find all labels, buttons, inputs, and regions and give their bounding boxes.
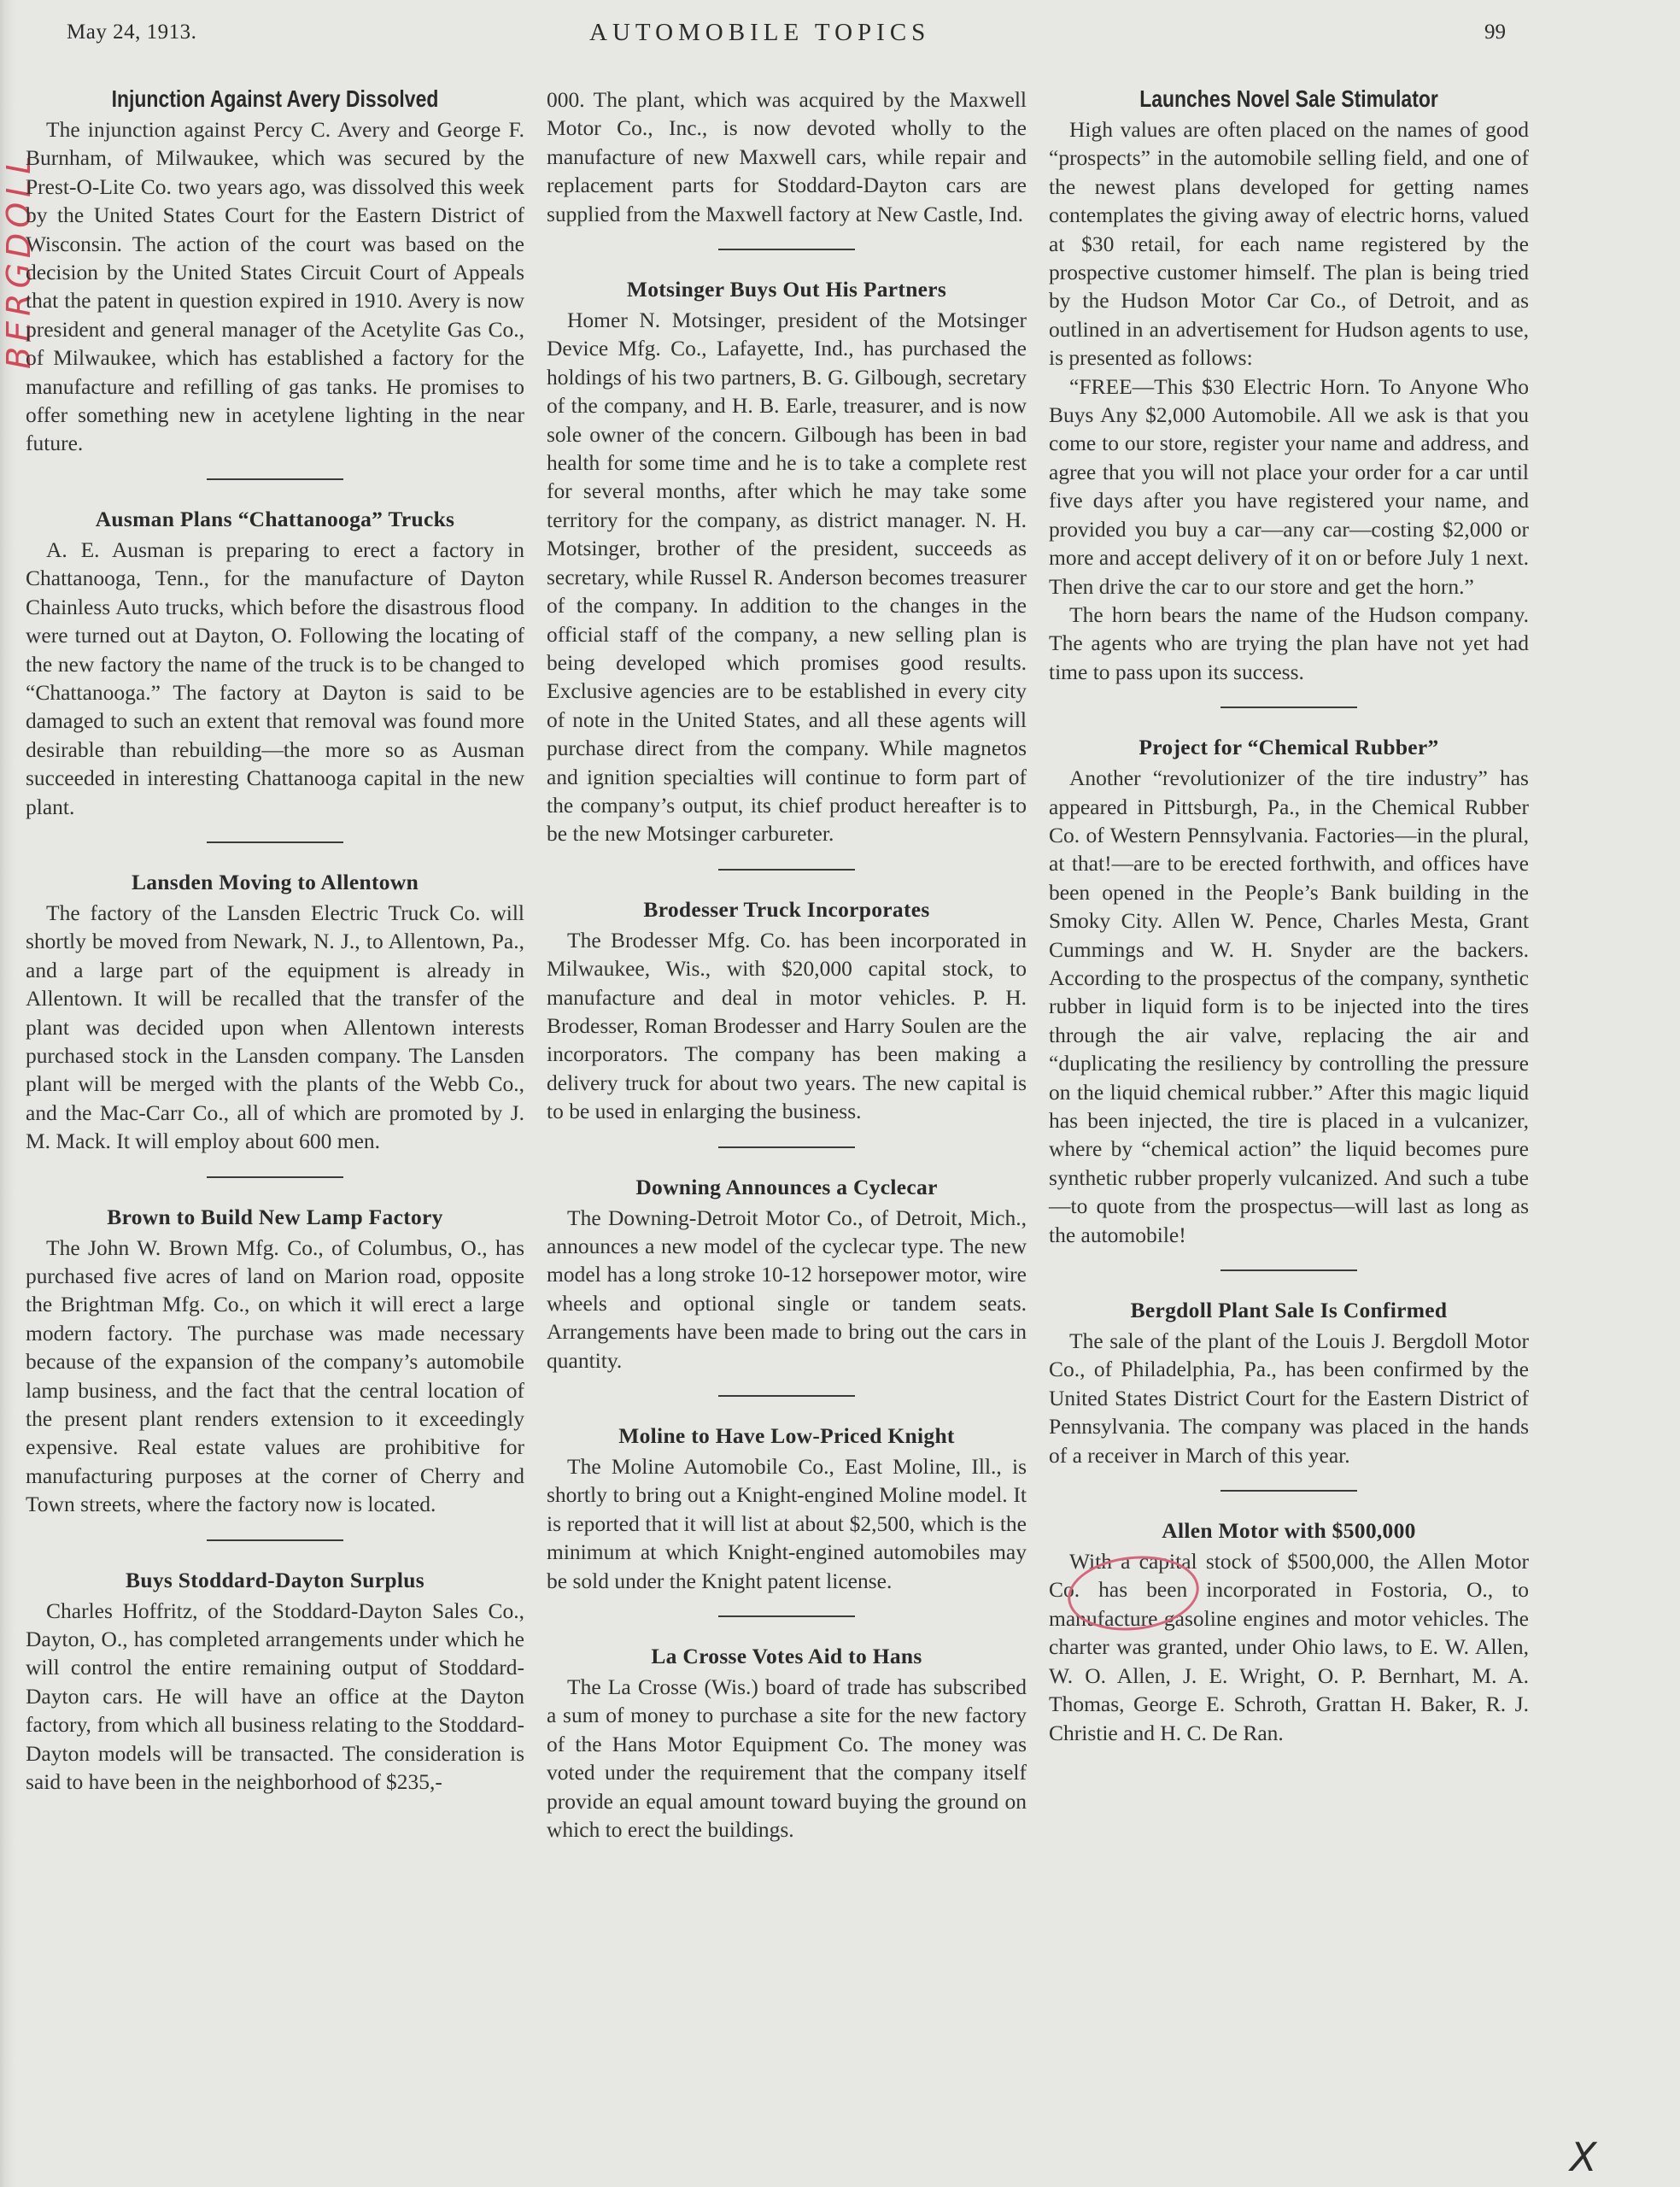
article-headline: Ausman Plans “Chattanooga” Trucks [95, 506, 455, 531]
section-divider [718, 1395, 855, 1397]
issue-date: May 24, 1913. [67, 21, 197, 44]
article-avery-injunction [26, 85, 524, 458]
section-divider [718, 869, 855, 871]
article-paragraph: With a capital stock of $500,000, the Allen Motor Co. has been incorporated in Fostoria, O., to manufacture gasoline engines and motor vehicles. The charter was granted, under Ohio laws, to E. W. Allen, W. O. Allen, J. E. Wright, O. P. Bernhart, M. A. Thomas, George E. Schroth, Grattan H. Baker, R. J. Christie and H. C. De Ran. [1049, 1549, 1529, 1745]
article-headline: Brown to Build New Lamp Factory [107, 1204, 443, 1229]
article-lansden-moving [26, 869, 524, 1156]
section-divider [207, 841, 343, 843]
article-headline: La Crosse Votes Aid to Hans [651, 1644, 922, 1669]
article-paragraph: The injunction against Percy C. Avery and George F. Burnham, of Milwaukee, which was secured by the Prest-O-Lite Co. two years ago, was dissolved this week by the United States Court for the Eastern District of Wisconsin. The action of the court was based on the decision by the United States Circuit Court of Appeals that the patent in question expired in 1910. Avery is now president and general manager of the Acetylite Gas Co., of Milwaukee, which has established a factory for the manufacture and refilling of gas tanks. He promises to offer something new in acetylene lighting in the near future. [26, 117, 524, 456]
article-la-crosse-hans [547, 1643, 1027, 1844]
page-number: 99 [1484, 21, 1506, 44]
article-paragraph: The Moline Automobile Co., East Moline, Ill., is shortly to bring out a Knight-engined Moline model. It is reported that it will list at about $2,500, which is the minimum at which Knight-engined automobiles may be sold under the Knight patent license. [547, 1454, 1027, 1593]
article-downing-cyclecar [547, 1174, 1027, 1375]
article-headline: Project for “Chemical Rubber” [1139, 735, 1439, 760]
article-hudson-sale-stimulator [1049, 85, 1529, 686]
section-divider [718, 1146, 855, 1148]
section-divider [718, 1615, 855, 1617]
article-paragraph: The Downing-Detroit Motor Co., of Detroit, Mich., announces a new model of the cyclecar type. The new model has a long stroke 10-12 horsepower motor, wire wheels and optional single or tandem seats. Arrangements have been made to bring out the cars in quantity. [547, 1205, 1027, 1373]
section-divider [718, 249, 855, 250]
article-headline: Moline to Have Low-Priced Knight [618, 1423, 955, 1449]
article-paragraph: The factory of the Lansden Electric Truck Co. will shortly be moved from Newark, N. J., to Allentown, Pa., and a large part of the equipment is already in Allentown. It will be recalled that the transfer of the plant was decided upon when Allentown interests purchased stock in the Lansden company. The Lansden plant will be merged with the plants of the Webb Co., and the Mac-Carr Co., all of which are promoted by J. M. Mack. It will employ about 600 men. [26, 900, 524, 1154]
section-divider [1220, 1269, 1357, 1271]
article-headline: Launches Novel Sale Stimulator [1139, 85, 1438, 112]
column-1 [26, 85, 524, 1797]
article-paragraph: The Brodesser Mfg. Co. has been incorporated in Milwaukee, Wis., with $20,000 capital stock, to manufacture and deal in motor vehicles. P. H. Brodesser, Roman Brodesser and Harry Soulen are the incorporators. The company has been making a delivery truck for about two years. The new capital is to be used in enlarging the business. [547, 927, 1027, 1124]
margin-note-text: BERGDOLL [0, 150, 38, 369]
section-divider [207, 1176, 343, 1178]
article-headline: Motsinger Buys Out His Partners [626, 277, 947, 302]
running-header [0, 17, 1680, 60]
article-paragraph: The La Crosse (Wis.) board of trade has subscribed a sum of money to purchase a site for the new factory of the Hans Motor Equipment Co. The money was voted under the requirement that the company itself provide an equal amount toward buying the ground on which to erect the buildings. [547, 1674, 1027, 1843]
article-paragraph: The John W. Brown Mfg. Co., of Columbus, O., has purchased five acres of land on Marion road, opposite the Brightman Mfg. Co., on which it will erect a large modern factory. The purchase was made necessary because of the expansion of the company’s automobile lamp business, and the fact that the central location of the present plant renders extension to it exceedingly expensive. Real estate values are prohibitive for manufacturing purposes at the corner of Cherry and Town streets, where the factory now is located. [26, 1234, 524, 1517]
article-paragraph-quote: “FREE—This $30 Electric Horn. To Anyone Who Buys Any $2,000 Automobile. All we ask is that you come to our store, register your name and address, and agree that you will not place your order for a car until five days after you have registered your name, and provided you buy a car—any car—costing $2,000 or more and accept delivery of it on or before July 1 next. Then drive the car to our store and get the horn.” [1049, 373, 1529, 599]
article-chemical-rubber [1049, 734, 1529, 1249]
article-paragraph: A. E. Ausman is preparing to erect a factory in Chattanooga, Tenn., for the manufacture of Dayton Chainless Auto trucks, which before the disastrous flood were turned out at Dayton, O. Following the locating of the new factory the name of the truck is to be changed to “Chattanooga.” The factory at Dayton is said to be damaged to such an extent that removal was found more desirable than rebuilding—the more so as Ausman succeeded in interesting Chattanooga capital in the new plant. [26, 536, 524, 819]
article-bergdoll-plant-sale [1049, 1297, 1529, 1469]
section-divider [207, 478, 343, 480]
article-brown-lamp-factory [26, 1204, 524, 1519]
article-paragraph: High values are often placed on the names of good “prospects” in the automobile selling field, and one of the newest plans developed for getting names contemplates the giving away of electric horns, valued at $30 retail, for each name registered by the prospective customer himself. The plan is being tried by the Hudson Motor Car Co., of Detroit, and as outlined in an advertisement for Hudson agents to use, is presented as follows: [1049, 117, 1529, 371]
article-moline-knight [547, 1422, 1027, 1595]
article-paragraph: 000. The plant, which was acquired by the Maxwell Motor Co., Inc., is now devoted wholly to the manufacture of new Maxwell cars, while repair and replacement parts for Stoddard-Dayton cars are supplied from the Maxwell factory at New Castle, Ind. [547, 87, 1027, 226]
article-stoddard-dayton-continued [547, 85, 1027, 228]
article-paragraph: The horn bears the name of the Hudson company. The agents who are trying the plan have not yet had time to pass upon its success. [1049, 601, 1529, 684]
article-brodesser-truck [547, 896, 1027, 1126]
publication-title: AUTOMOBILE TOPICS [589, 19, 931, 46]
article-paragraph: The sale of the plant of the Louis J. Bergdoll Motor Co., of Philadelphia, Pa., has been confirmed by the United States District Court for the Eastern District of Pennsylvania. The company was placed in the hands of a receiver in March of this year. [1049, 1328, 1529, 1468]
article-allen-motor [1049, 1517, 1529, 1747]
article-headline: Brodesser Truck Incorporates [643, 896, 930, 922]
article-headline: Lansden Moving to Allentown [131, 869, 419, 894]
article-stoddard-dayton-surplus [26, 1567, 524, 1797]
article-headline: Allen Motor with $500,000 [1162, 1518, 1416, 1544]
section-divider [1220, 707, 1357, 708]
article-motsinger-partners [547, 276, 1027, 848]
article-headline: Injunction Against Avery Dissolved [111, 85, 439, 112]
article-headline: Buys Stoddard-Dayton Surplus [126, 1567, 424, 1592]
section-divider [207, 1539, 343, 1541]
section-divider [1220, 1490, 1357, 1492]
article-paragraph: Homer N. Motsinger, president of the Motsinger Device Mfg. Co., Lafayette, Ind., has purchased the holdings of his two partners, B. G. Gilbough, secretary of the company, and H. B. Earle, treasurer, and is now sole owner of the concern. Gilbough has been in bad health for some time and he is to take a complete rest for several months, after which he may take some territory for the company, as district manager. N. H. Motsinger, brother of the president, succeeds as secretary, while Russel R. Anderson becomes treasurer of the company. In addition to the changes in the official staff of the company, a new selling plan is being developed which promises good results. Exclusive agencies are to be established in every city of note in the United States, and all these agents will purchase direct from the company. While magnetos and ignition specialties will continue to form part of the company’s output, its chief product hereafter is to be the new Motsinger carbureter. [547, 308, 1027, 847]
article-headline: Bergdoll Plant Sale Is Confirmed [1130, 1298, 1448, 1323]
article-headline: Downing Announces a Cyclecar [635, 1174, 938, 1199]
column-3 [1049, 85, 1529, 1747]
article-paragraph: Charles Hoffritz, of the Stoddard-Dayton Sales Co., Dayton, O., has completed arrangements under which he will control the entire remaining output of Stoddard-Dayton cars. He will have an office at the Dayton factory, from which all business relating to the Stoddard-Dayton models will be transacted. The consideration is said to have been in the neighborhood of $235,- [26, 1598, 524, 1795]
handwritten-x-mark: X [1570, 2134, 1597, 2180]
article-ausman-trucks [26, 506, 524, 821]
article-paragraph: Another “revolutionizer of the tire industry” has appeared in Pittsburgh, Pa., in the Chemical Rubber Co. of Western Pennsylvania. Factories—in the plural, at that!—are to be erected forthwith, and offices have been opened in the People’s Bank building in the Smoky City. Allen W. Pence, Charles Mesta, Grant Cummings and W. H. Snyder are the backers. According to the prospectus of the company, synthetic rubber in liquid form is to be injected into the tires through the air valve, replacing the air and “duplicating the resiliency by controlling the pressure on the liquid chemical rubber.” After this magic liquid has been injected, the tire is placed in a vulcanizer, where by “chemical action” the liquid becomes pure synthetic rubber properly vulcanized. And such a tube—to quote from the prospectus—will last as long as the automobile! [1049, 765, 1529, 1247]
column-2 [547, 85, 1027, 1844]
